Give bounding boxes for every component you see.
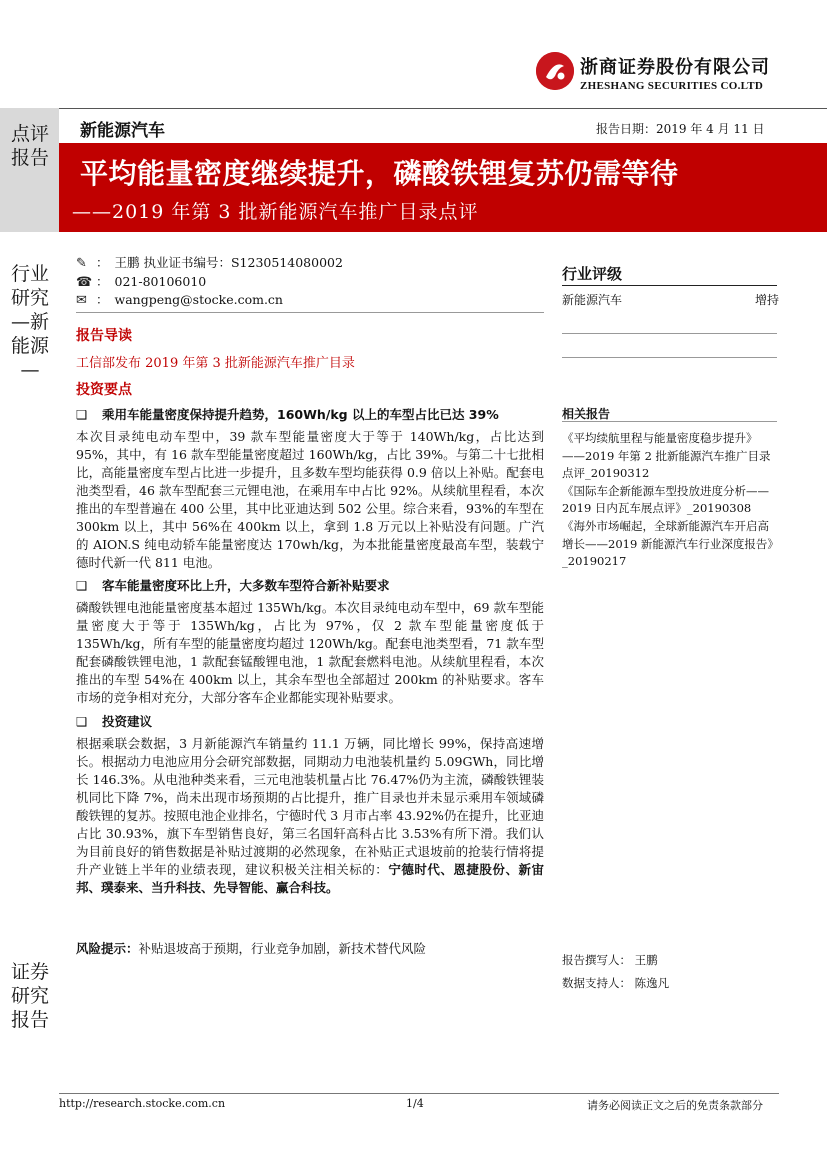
point2-title xyxy=(76,576,390,594)
related-item[interactable]: 《国际车企新能源车型投放进度分析——2019 日内瓦车展点评》_20190308 xyxy=(562,483,769,516)
mail-icon: ✉ xyxy=(76,293,87,308)
sidebar-industry-path: 行业研究—新能源— xyxy=(10,263,49,381)
rating-value: 增持 xyxy=(755,293,780,307)
guide-heading: 报告导读 xyxy=(76,328,132,344)
rating-divider xyxy=(562,285,777,286)
point3-body xyxy=(76,735,544,897)
pen-icon: ✎ xyxy=(76,256,87,271)
guide-text: 工信部发布 2019 年第 3 批新能源汽车推广目录 xyxy=(76,356,355,371)
risk-label: 风险提示： xyxy=(76,941,139,956)
rating-heading: 行业评级 xyxy=(562,265,623,283)
page-number: 1/4 xyxy=(406,1097,424,1110)
report-title: 平均能量密度继续提升，磷酸铁锂复苏仍需等待 xyxy=(80,157,679,190)
point3-title xyxy=(76,712,152,730)
risk-line xyxy=(76,939,426,957)
header-divider xyxy=(59,108,827,109)
data-support-credit: 数据支持人： 陈逸凡 xyxy=(562,976,670,990)
email-address[interactable]: wangpeng@stocke.com.cn xyxy=(114,292,283,307)
sidebar-securities-report: 证券研究报告 xyxy=(10,961,49,1031)
point3-title-text: 投资建议 xyxy=(102,714,153,729)
phone-row: ☎ ： 021-80106010 xyxy=(76,274,207,290)
point2-body: 磷酸铁锂电池能量密度基本超过 135Wh/kg。本次目录纯电动车型中，69 款车型能量密度大于等于 135Wh/kg，占比为 97%，仅 2 款车型能量密度低于 135Wh/kg，所有车型的能量密度均超过 120Wh/kg。配套电池类型看，71 款车型配套磷酸铁锂电池，1 款配套锰酸锂电池，1 款配套燃料电池。从续航里程看，本次推出的车型 54%在 400km 以上，其余车型也全部超过 200km 的补贴要求。客车市场的竞争相对充分，大部分客车企业都能实现补贴要求。 xyxy=(76,600,544,705)
author-row: ✎ ： 王鹏 执业证书编号：S1230514080002 xyxy=(76,255,343,271)
checkbox-icon: ❑ xyxy=(76,578,88,593)
report-author-credit: 报告撰写人： 王鹏 xyxy=(562,953,658,967)
point1-title-text: 乘用车能量密度保持提升趋势，160Wh/kg 以上的车型占比已达 39% xyxy=(102,407,499,422)
report-date: 报告日期：2019 年 4 月 11 日 xyxy=(596,122,765,136)
point2-title-text: 客车能量密度环比上升，大多数车型符合新补贴要求 xyxy=(102,578,390,593)
sidebar-report-type: 点评报告 xyxy=(10,123,49,169)
phone-icon: ☎ xyxy=(76,275,93,290)
company-logo-icon xyxy=(536,52,574,90)
risk-text: 补贴退坡高于预期，行业竞争加剧，新技术替代风险 xyxy=(138,941,427,956)
related-list xyxy=(562,430,780,571)
related-divider xyxy=(562,421,777,422)
report-subtitle: ——2019 年第 3 批新能源汽车推广目录点评 xyxy=(72,201,479,223)
footer-divider xyxy=(59,1093,779,1094)
checkbox-icon: ❑ xyxy=(76,407,88,422)
author-info: 王鹏 执业证书编号：S1230514080002 xyxy=(114,255,343,270)
company-name-cn: 浙商证券股份有限公司 xyxy=(580,57,770,78)
point1-body: 本次目录纯电动车型中，39 款车型能量密度大于等于 140Wh/kg，占比达到 95%，其中，有 16 款车型能量密度超过 160Wh/kg，占比 39%。与第二十七批相比，高能量密度车型占比进一步提升，且多数车型均能获得 0.9 倍以上补贴。配套电池类型看，46 款车型配套三元锂电池，在乘用车中占比 92%。从续航里程看，本次推出的车型普遍在 400 公里，其中比亚迪达到 502 公里。综合来看，93%的车型在 300km 以上，其中 56%在 400km 以上，拿到 1.8 万元以上补贴没有问题。广汽的 AION.S 纯电动轿车能量密度达 170wh/kg，为本批能量密度最高车型，装载宁德时代新一代 811 电池。 xyxy=(76,429,544,570)
related-item[interactable]: 《海外市场崛起，全球新能源汽车开启高增长——2019 新能源汽车行业深度报告》_20190217 xyxy=(562,518,779,569)
phone-number: 021-80106010 xyxy=(114,274,207,289)
footer-disclaimer: 请务必阅读正文之后的免责条款部分 xyxy=(587,1099,763,1112)
point1-title xyxy=(76,405,499,423)
rating-line-2 xyxy=(562,357,777,358)
related-item[interactable]: 《平均续航里程与能量密度稳步提升》——2019 年第 2 批新能源汽车推广目录点评_20190312 xyxy=(562,431,771,481)
rating-industry: 新能源汽车 xyxy=(562,293,623,307)
point3-body-text: 根据乘联会数据，3 月新能源汽车销量约 11.1 万辆，同比增长 99%，保持高速增长。根据动力电池应用分会研究部数据，同期动力电池装机量约 5.09GWh，同比增长 146.3%。从电池种类来看，三元电池装机量占比 76.47%仍为主流，磷酸铁锂装机同比下降 7%，尚未出现市场预期的占比提升，推广目录也并未显示乘用车领域磷酸铁锂的复苏。按照电池企业排名，宁德时代 3 月市占率 43.92%仍在提升，比亚迪占比 30.93%，旗下车型销售良好，第三名国轩高科占比 3.53%有所下滑。我们认为目前良好的销售数据是补贴过渡期的必然现象，在补贴正式退坡前的抢装行情将提升产业链上半年的业绩表现，建议积极关注相关标的： xyxy=(76,736,544,877)
contact-divider xyxy=(76,312,544,313)
point3-stock-picks: 宁德时代、恩捷股份、新宙邦、璞泰来、当升科技、先导智能、赢合科技。 xyxy=(76,862,544,895)
checkbox-icon: ❑ xyxy=(76,714,88,729)
company-name-en: ZHESHANG SECURITIES CO.LTD xyxy=(580,80,764,92)
email-row: ✉ ： wangpeng@stocke.com.cn xyxy=(76,292,283,308)
invest-heading: 投资要点 xyxy=(76,382,132,398)
industry-tag: 新能源汽车 xyxy=(80,121,165,141)
footer-url[interactable]: http://research.stocke.com.cn xyxy=(59,1097,226,1110)
related-heading: 相关报告 xyxy=(562,407,611,421)
rating-line-1 xyxy=(562,333,777,334)
